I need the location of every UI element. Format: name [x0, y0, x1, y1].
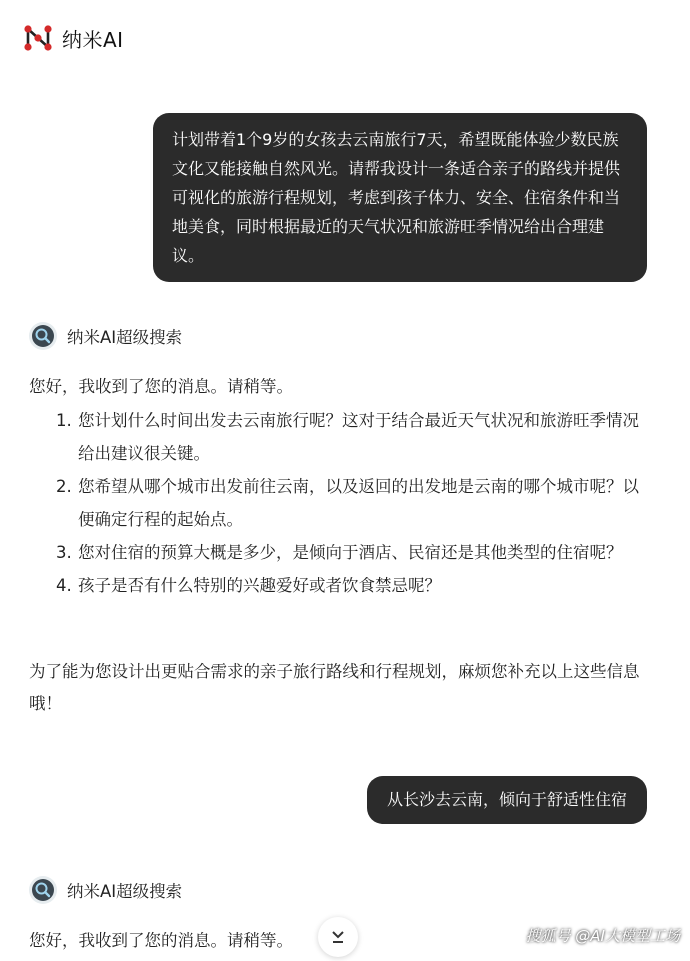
- app-header: [22, 20, 124, 56]
- assistant-name: 纳米AI超级搜索: [67, 328, 183, 347]
- watermark: 搜狐号 @AI大模型工场: [525, 927, 680, 945]
- brand-name: 纳米AI: [62, 27, 124, 52]
- list-item: 4. 孩子是否有什么特别的兴趣爱好或者饮食禁忌呢？: [56, 576, 441, 595]
- question-list: [56, 404, 650, 602]
- nano-ai-logo-icon: [22, 21, 54, 55]
- user-message: 从长沙去云南，倾向于舒适性住宿: [367, 776, 647, 824]
- list-item: 2. 您希望从哪个城市出发前往云南，以及返回的出发地是云南的哪个城市呢？以便确定行程的起始点。: [56, 477, 639, 529]
- assistant-header: [29, 876, 182, 904]
- assistant-closing: 为了能为您设计出更贴合需求的亲子旅行路线和行程规划，麻烦您补充以上这些信息哦！: [29, 662, 640, 713]
- assistant-name: 纳米AI超级搜索: [67, 882, 183, 901]
- assistant-greeting: 您好，我收到了您的消息。请稍等。: [29, 931, 293, 950]
- scroll-to-bottom-button[interactable]: [318, 917, 358, 957]
- assistant-greeting: 您好，我收到了您的消息。请稍等。: [29, 377, 293, 396]
- assistant-header: [29, 322, 182, 350]
- super-search-avatar-icon: [29, 322, 57, 350]
- super-search-avatar-icon: [29, 876, 57, 904]
- list-item: 1. 您计划什么时间出发去云南旅行呢？这对于结合最近天气状况和旅游旺季情况给出建议很关键。: [56, 411, 639, 463]
- chevron-double-down-icon: [330, 929, 346, 945]
- list-item: 3. 您对住宿的预算大概是多少，是倾向于酒店、民宿还是其他类型的住宿呢？: [56, 543, 623, 562]
- user-message: 计划带着1个9岁的女孩去云南旅行7天，希望既能体验少数民族文化又能接触自然风光。请帮我设计一条适合亲子的路线并提供可视化的旅游行程规划，考虑到孩子体力、安全、住宿条件和当地美食，同时根据最近的天气状况和旅游旺季情况给出合理建议。: [153, 113, 647, 282]
